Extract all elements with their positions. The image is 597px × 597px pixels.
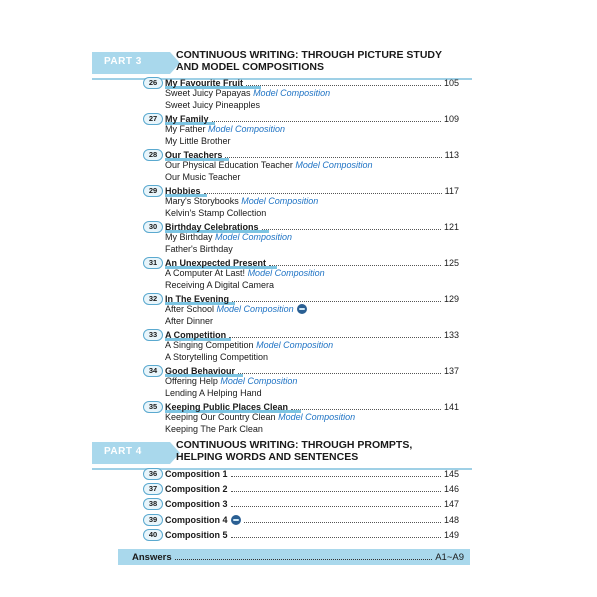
leader-dots <box>212 120 441 122</box>
entry-page: 117 <box>444 186 459 196</box>
entry-page: 147 <box>443 499 459 509</box>
entry-page: 113 <box>444 150 459 160</box>
toc-entry-36[interactable] <box>143 468 459 480</box>
sub-item-text: My Father <box>165 124 206 134</box>
model-composition-label: Model Composition <box>220 376 298 386</box>
sub-item[interactable]: Sweet Juicy Pineapples <box>165 100 261 110</box>
entry-number: 30 <box>143 221 163 233</box>
entry-page: 133 <box>443 330 459 340</box>
sub-item[interactable] <box>165 124 285 135</box>
entry-page: 121 <box>443 222 459 232</box>
model-composition-label: Model Composition <box>215 232 293 242</box>
leader-dots <box>262 228 441 230</box>
entry-title: A Competition <box>165 330 227 340</box>
leader-dots <box>291 408 441 410</box>
entry-number: 28 <box>143 149 163 161</box>
entry-title: Keeping Public Places Clean <box>165 402 289 412</box>
leader-dots <box>175 558 433 560</box>
model-composition-label: Model Composition <box>216 304 294 314</box>
entry-number: 27 <box>143 113 163 125</box>
leader-dots <box>204 192 442 194</box>
sub-item-text: Keeping Our Country Clean <box>165 412 276 422</box>
entry-title: Composition 5 <box>165 530 228 540</box>
entry-title: An Unexpected Present <box>165 258 267 268</box>
sub-item[interactable] <box>165 88 330 99</box>
entry-title: Composition 2 <box>165 484 228 494</box>
entry-page: 148 <box>443 515 459 525</box>
entry-page: 105 <box>443 78 459 88</box>
leader-dots <box>231 475 441 477</box>
entry-title: My Favourite Fruit <box>165 78 244 88</box>
entry-title: Composition 4 <box>165 515 228 525</box>
sub-item[interactable] <box>165 376 297 387</box>
part-3-title-line-1: CONTINUOUS WRITING: THROUGH PICTURE STUDY <box>176 49 442 61</box>
entry-page: 137 <box>443 366 459 376</box>
model-composition-label: Model Composition <box>278 412 356 422</box>
entry-title: Hobbies <box>165 186 201 196</box>
sub-item[interactable] <box>165 196 318 207</box>
sub-item[interactable] <box>165 304 307 315</box>
entry-title: Composition 1 <box>165 469 228 479</box>
sub-item[interactable] <box>165 412 355 423</box>
entry-number: 26 <box>143 77 163 89</box>
sub-item[interactable]: Our Music Teacher <box>165 172 241 182</box>
cd-disc-icon <box>297 304 307 314</box>
entry-row <box>165 468 459 480</box>
sub-item-text: Sweet Juicy Papayas <box>165 88 251 98</box>
leader-dots <box>269 264 441 266</box>
sub-item[interactable] <box>165 268 325 279</box>
entry-number: 36 <box>143 468 163 480</box>
entry-title: Birthday Celebrations <box>165 222 259 232</box>
entry-page: 149 <box>443 530 459 540</box>
entry-page: 145 <box>443 469 459 479</box>
entry-row <box>165 514 459 526</box>
part-4-title-line-2: HELPING WORDS AND SENTENCES <box>176 451 359 463</box>
sub-item-text: A Singing Competition <box>165 340 254 350</box>
model-composition-label: Model Composition <box>295 160 373 170</box>
toc-entry-39[interactable] <box>143 514 459 526</box>
part-3-tab-label: PART 3 <box>104 56 142 67</box>
sub-item[interactable]: Lending A Helping Hand <box>165 388 262 398</box>
sub-item-text: Our Physical Education Teacher <box>165 160 293 170</box>
model-composition-label: Model Composition <box>256 340 334 350</box>
entry-row <box>165 529 459 541</box>
model-composition-label: Model Composition <box>247 268 325 278</box>
entry-number: 31 <box>143 257 163 269</box>
entry-title: Good Behaviour <box>165 366 236 376</box>
part-3-title-line-2: AND MODEL COMPOSITIONS <box>176 61 324 73</box>
cd-disc-icon <box>231 515 241 525</box>
sub-item[interactable]: Father's Birthday <box>165 244 233 254</box>
toc-entry-40[interactable] <box>143 529 459 541</box>
sub-item-text: My Birthday <box>165 232 213 242</box>
sub-item[interactable] <box>165 160 372 171</box>
leader-dots <box>231 536 441 538</box>
entry-page: 129 <box>443 294 459 304</box>
sub-item[interactable]: After Dinner <box>165 316 214 326</box>
sub-item-text: Offering Help <box>165 376 218 386</box>
leader-dots <box>246 84 441 86</box>
entry-title: Composition 3 <box>165 499 228 509</box>
entry-number: 37 <box>143 483 163 495</box>
sub-item-text: After School <box>165 304 215 314</box>
part-3-tab <box>92 52 170 74</box>
sub-item[interactable]: My Little Brother <box>165 136 231 146</box>
sub-item-text: A Computer At Last! <box>165 268 246 278</box>
model-composition-label: Model Composition <box>253 88 331 98</box>
sub-item[interactable] <box>165 340 333 351</box>
leader-dots <box>244 521 441 523</box>
entry-number: 33 <box>143 329 163 341</box>
entry-page: 125 <box>443 258 459 268</box>
entry-number: 29 <box>143 185 163 197</box>
leader-dots <box>225 156 441 158</box>
part-4-tab <box>92 442 170 464</box>
entry-number: 35 <box>143 401 163 413</box>
entry-number: 32 <box>143 293 163 305</box>
answers-bar[interactable] <box>118 549 470 565</box>
entry-number: 38 <box>143 498 163 510</box>
leader-dots <box>231 490 441 492</box>
entry-title: Our Teachers <box>165 150 223 160</box>
leader-dots <box>229 336 441 338</box>
entry-number: 34 <box>143 365 163 377</box>
answers-row <box>132 551 464 563</box>
entry-title: My Family <box>165 114 209 124</box>
sub-item[interactable]: Keeping The Park Clean <box>165 424 263 434</box>
model-composition-label: Model Composition <box>241 196 319 206</box>
sub-item-text: Mary's Storybooks <box>165 196 239 206</box>
entry-number: 40 <box>143 529 163 541</box>
entry-number: 39 <box>143 514 163 526</box>
sub-item[interactable]: Receiving A Digital Camera <box>165 280 275 290</box>
part-4-title-line-1: CONTINUOUS WRITING: THROUGH PROMPTS, <box>176 439 413 451</box>
entry-page: 141 <box>443 402 459 412</box>
answers-label: Answers <box>132 552 172 563</box>
leader-dots <box>232 300 441 302</box>
entry-title: In The Evening <box>165 294 230 304</box>
leader-dots <box>238 372 441 374</box>
sub-item[interactable]: A Storytelling Competition <box>165 352 269 362</box>
leader-dots <box>231 505 441 507</box>
sub-item[interactable]: Kelvin's Stamp Collection <box>165 208 267 218</box>
entry-page: 109 <box>443 114 459 124</box>
toc-entry-37[interactable] <box>143 483 459 495</box>
answers-page: A1~A9 <box>435 552 464 563</box>
part-4-header <box>92 440 472 468</box>
part-3-title <box>176 49 476 73</box>
entry-page: 146 <box>443 484 459 494</box>
sub-item[interactable] <box>165 232 292 243</box>
part-4-title <box>176 439 476 463</box>
model-composition-label: Model Composition <box>208 124 286 134</box>
part-4-tab-label: PART 4 <box>104 446 142 457</box>
entry-row <box>165 483 459 495</box>
part-3-header <box>92 50 472 78</box>
entry-row <box>165 498 459 510</box>
toc-entry-38[interactable] <box>143 498 459 510</box>
